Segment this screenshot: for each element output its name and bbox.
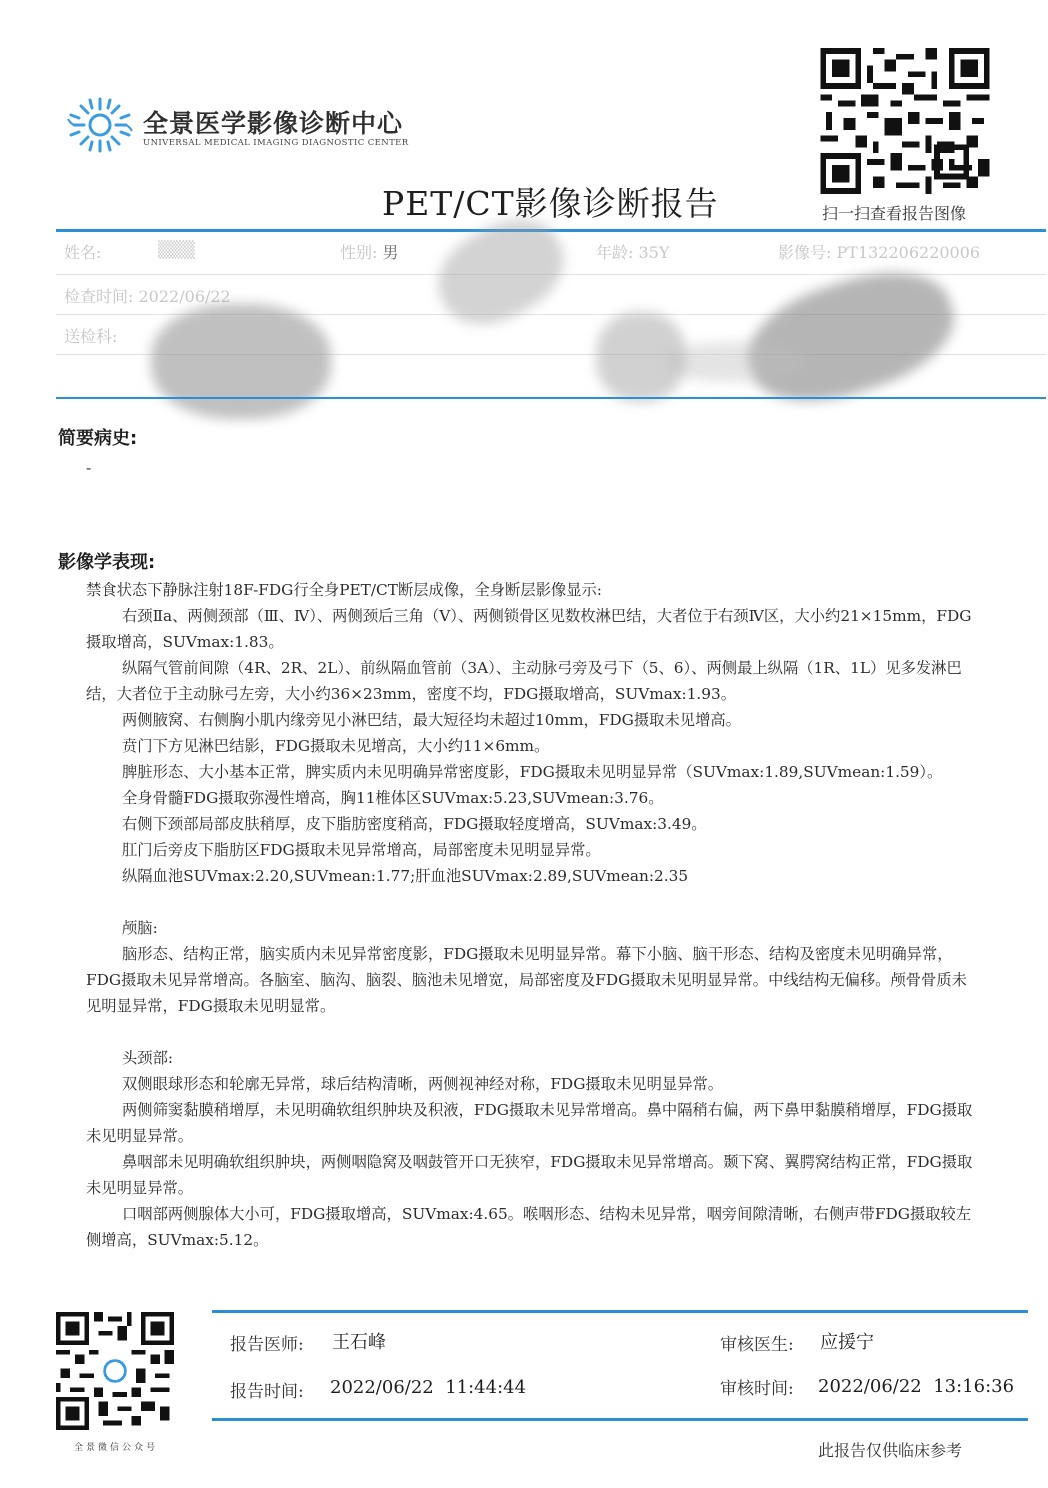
- finding-paragraph: 纵隔气管前间隙（4R、2R、2L）、前纵隔血管前（3A）、主动脉弓旁及弓下（5、6）、两侧最上纵隔（1R、1L）见多发淋巴结，大者位于主动脉弓左旁，大小约36×23mm，密度不均，FDG摄取增高，SUVmax:1.93。: [86, 659, 962, 703]
- age-value: 35Y: [638, 243, 670, 262]
- headneck-paragraph: 鼻咽部未见明确软组织肿块，两侧咽隐窝及咽鼓管开口无狭窄，FDG摄取未见异常增高。颞下窝、翼腭窝结构正常，FDG摄取未见明显异常。: [86, 1153, 973, 1197]
- disclaimer: 此报告仅供临床参考: [818, 1441, 963, 1460]
- image-no-value: PT132206220006: [836, 243, 981, 262]
- finding-paragraph: 右侧下颈部局部皮肤稍厚，皮下脂肪密度稍高，FDG摄取轻度增高，SUVmax:3.49。: [122, 815, 707, 833]
- review-time-value: 2022/06/22 13:16:36: [818, 1376, 1015, 1397]
- reviewer-name: 应援宁: [820, 1332, 874, 1353]
- report-time-label: 报告时间:: [230, 1382, 304, 1402]
- history-title: 简要病史:: [58, 428, 138, 449]
- sex-value: 男: [382, 243, 399, 262]
- dept-label: 送检科:: [64, 327, 118, 346]
- finding-paragraph: 肛门后旁皮下脂肪区FDG摄取未见异常增高，局部密度未见明显异常。: [122, 841, 601, 859]
- finding-paragraph: 纵隔血池SUVmax:2.20,SUVmean:1.77;肝血池SUVmax:2.89,SUVmean:2.35: [122, 867, 689, 885]
- brain-paragraph: 脑形态、结构正常，脑实质内未见异常密度影，FDG摄取未见明显异常。幕下小脑、脑干形态、结构及密度未见明确异常，FDG摄取未见异常增高。各脑室、脑沟、脑裂、脑池未见增宽，局部密度及FDG摄取未见明显异常。中线结构无偏移。颅骨骨质未见明显异常，FDG摄取未见明显常。: [86, 945, 967, 1015]
- headneck-paragraph: 两侧筛窦黏膜稍增厚，未见明确软组织肿块及积液，FDG摄取未见异常增高。鼻中隔稍右偏，两下鼻甲黏膜稍增厚，FDG摄取未见明显异常。: [86, 1101, 973, 1145]
- brain-subtitle: 颅脑:: [122, 919, 158, 937]
- headneck-paragraph: 双侧眼球形态和轮廓无异常，球后结构清晰，两侧视神经对称，FDG摄取未见明显异常。: [122, 1075, 724, 1093]
- findings-body: [86, 577, 978, 1253]
- sex-label: 性别:: [340, 243, 378, 262]
- name-label: 姓名:: [64, 243, 102, 262]
- age-label: 年龄:: [596, 243, 634, 262]
- brand-subtitle: UNIVERSAL MEDICAL IMAGING DIAGNOSTIC CENTER: [143, 138, 409, 148]
- finding-paragraph: 右颈Ⅱa、两侧颈部（Ⅲ、Ⅳ）、两侧颈后三角（Ⅴ）、两侧锁骨区见数枚淋巴结，大者位于右颈Ⅳ区，大小约21×15mm，FDG摄取增高，SUVmax:1.83。: [86, 607, 972, 651]
- findings-intro: 禁食状态下静脉注射18F-FDG行全身PET/CT断层成像，全身断层影像显示:: [86, 581, 602, 599]
- brand-name: 全景医学影像诊断中心: [143, 109, 404, 138]
- patient-info-block: [56, 232, 1046, 398]
- name-value-redacted: ▒▒▒: [158, 240, 195, 259]
- exam-time-value: 2022/06/22: [138, 287, 231, 306]
- redaction-smudge: [151, 304, 331, 419]
- review-time-label: 审核时间:: [720, 1379, 794, 1399]
- footer-top-divider: [212, 1310, 1028, 1313]
- qr-code-icon[interactable]: [818, 48, 992, 194]
- reporter-label: 报告医师:: [230, 1335, 304, 1355]
- reviewer-label: 审核医生:: [720, 1335, 794, 1355]
- image-no-label: 影像号:: [778, 243, 832, 262]
- logo-icon: [66, 95, 134, 155]
- wechat-qr-icon[interactable]: [56, 1312, 174, 1430]
- qr-caption: 扫一扫查看报告图像: [822, 204, 967, 223]
- exam-time-label: 检查时间:: [64, 287, 134, 306]
- footer-bottom-divider: [212, 1418, 1028, 1421]
- headneck-paragraph: 口咽部两侧腺体大小可，FDG摄取增高，SUVmax:4.65。喉咽形态、结构未见异常，咽旁间隙清晰，右侧声带FDG摄取较左侧增高，SUVmax:5.12。: [86, 1205, 972, 1249]
- headneck-subtitle: 头颈部:: [122, 1049, 174, 1067]
- report-title: PET/CT影像诊断报告: [382, 184, 719, 223]
- redaction-smudge: [666, 342, 806, 382]
- info-bottom-divider: [56, 397, 1046, 399]
- finding-paragraph: 贲门下方见淋巴结影，FDG摄取未见增高，大小约11×6mm。: [122, 737, 550, 755]
- report-time-value: 2022/06/22 11:44:44: [330, 1377, 527, 1398]
- findings-title: 影像学表现:: [58, 552, 156, 573]
- history-content: -: [86, 459, 92, 477]
- wechat-qr-caption: 全景微信公众号: [73, 1443, 158, 1453]
- reporter-name: 王石峰: [332, 1332, 386, 1353]
- finding-paragraph: 全身骨髓FDG摄取弥漫性增高，胸11椎体区SUVmax:5.23,SUVmean:3.76。: [122, 789, 664, 807]
- finding-paragraph: 两侧腋窝、右侧胸小肌内缘旁见小淋巴结，最大短径均未超过10mm，FDG摄取未见增高。: [122, 711, 741, 729]
- finding-paragraph: 脾脏形态、大小基本正常，脾实质内未见明确异常密度影，FDG摄取未见明显异常（SUVmax:1.89,SUVmean:1.59）。: [122, 763, 943, 781]
